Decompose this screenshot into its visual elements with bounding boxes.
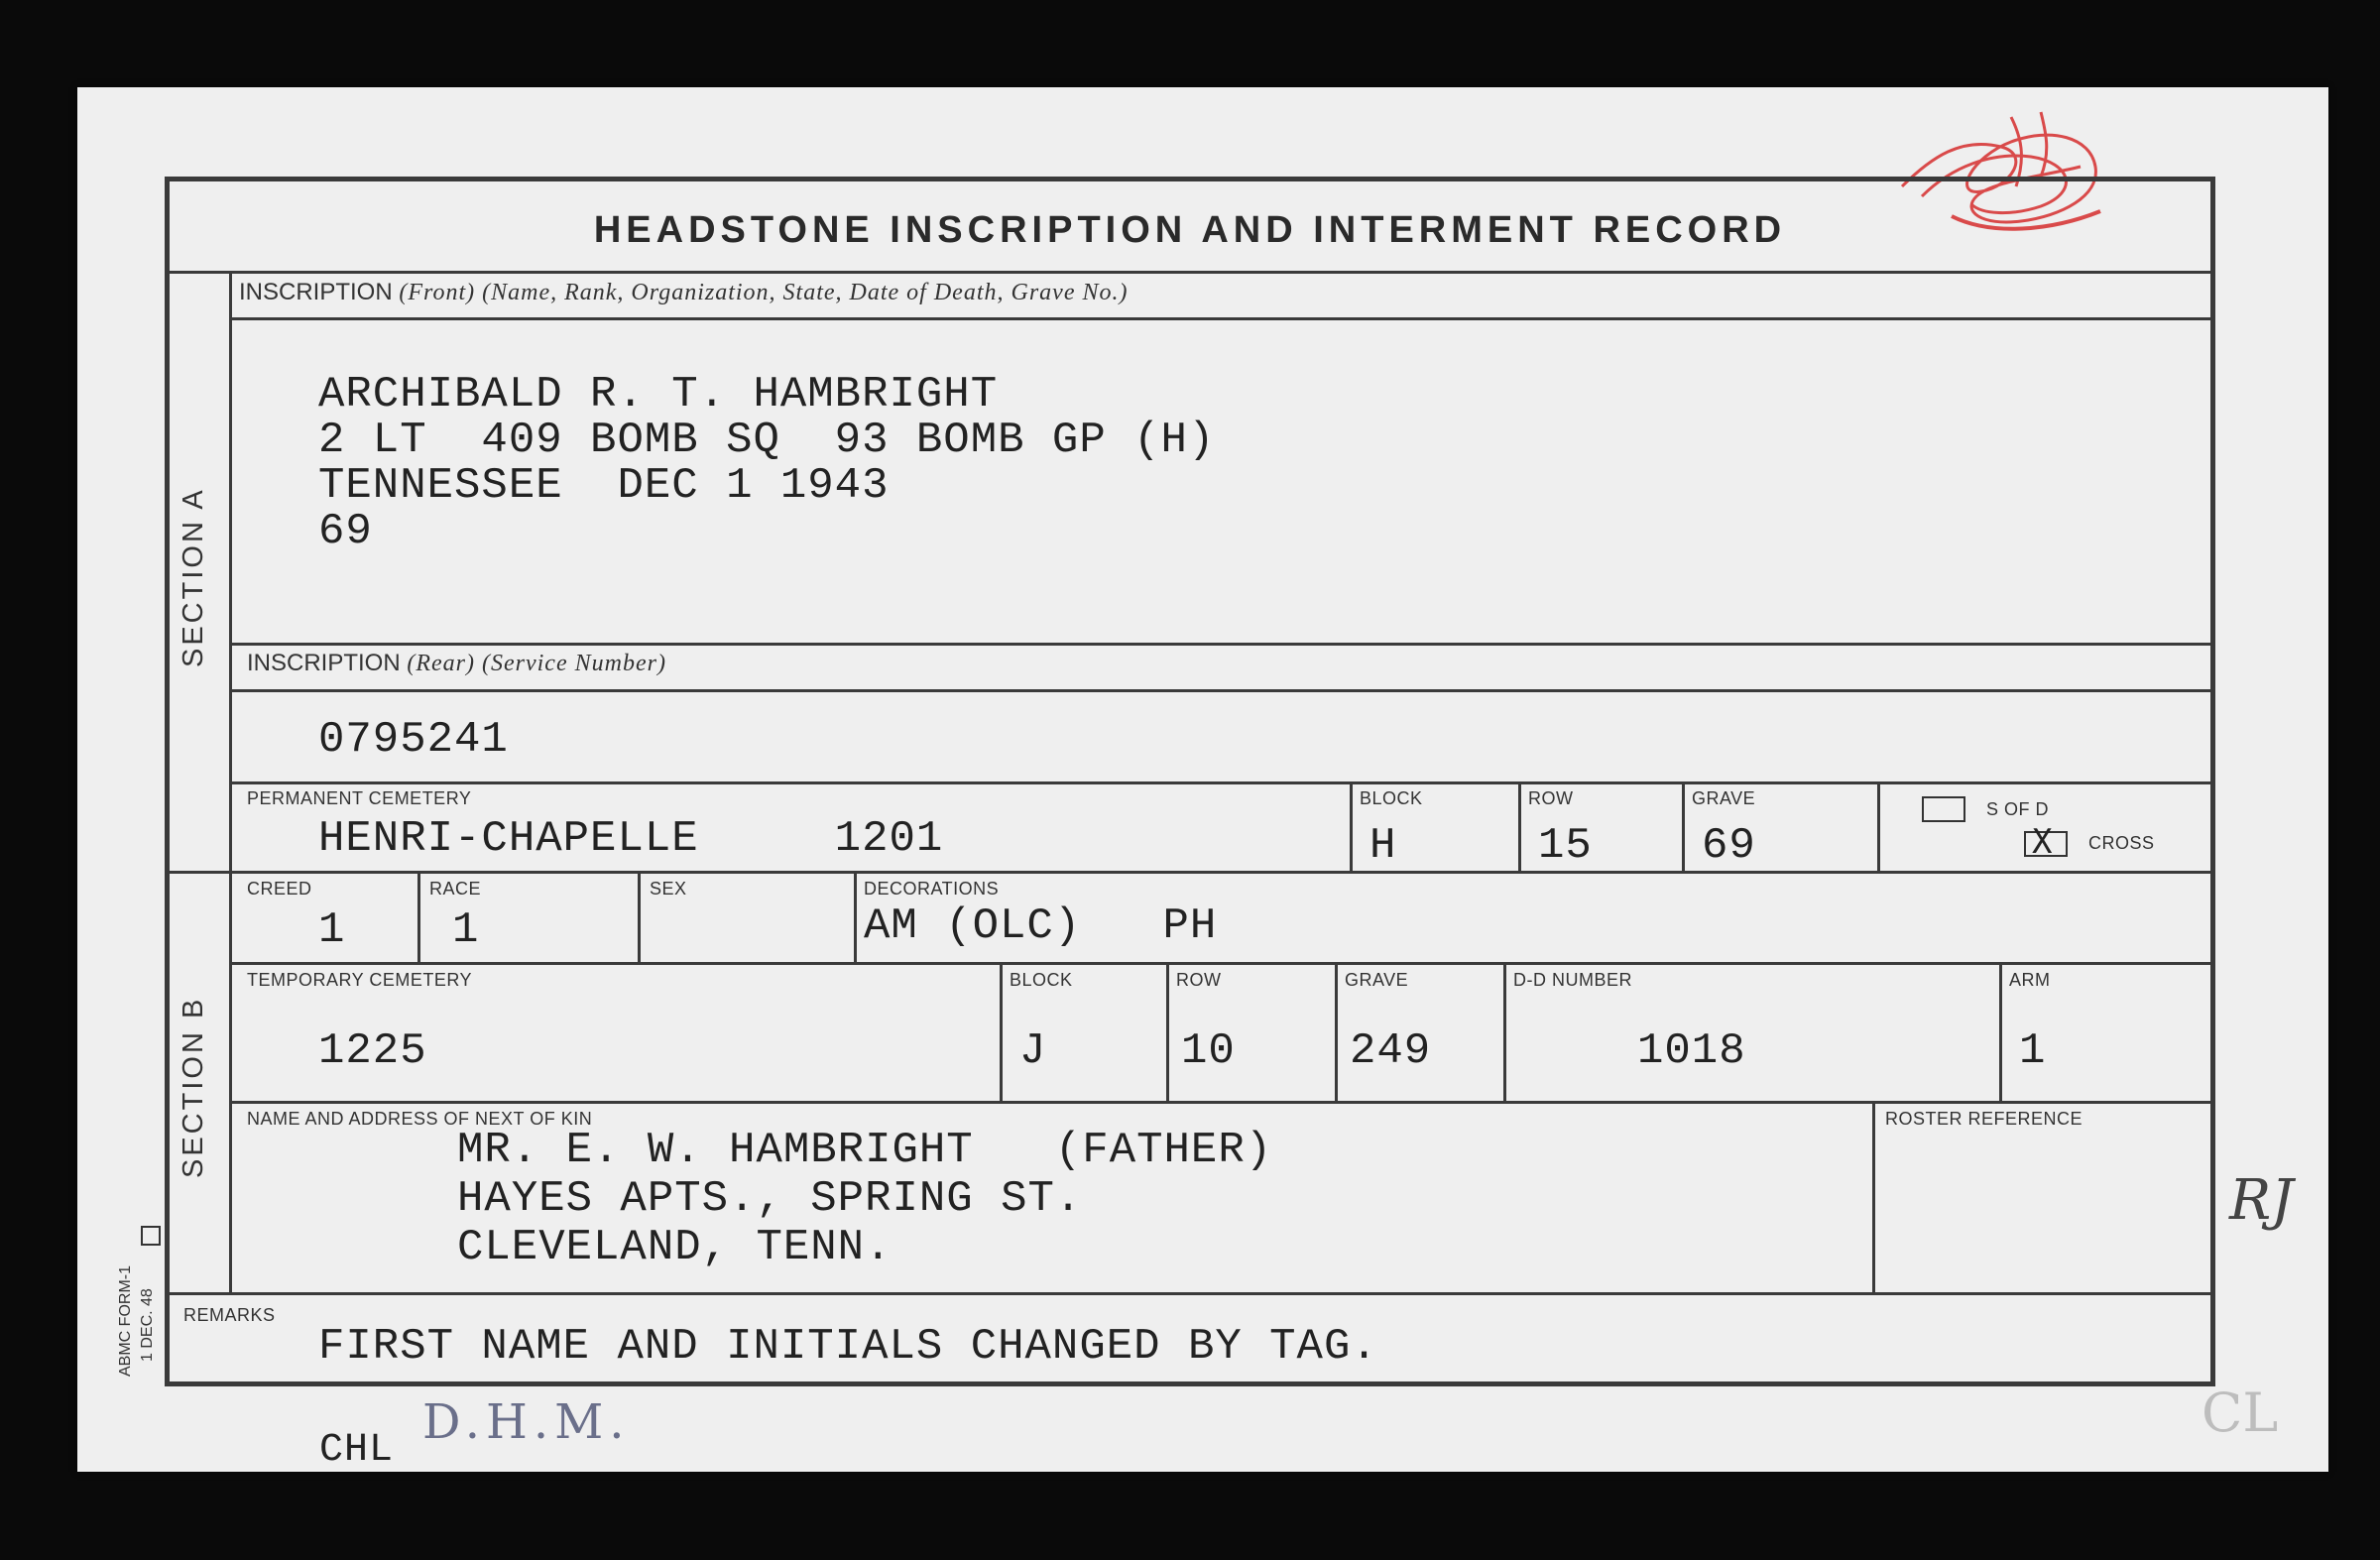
temp-block-label: BLOCK xyxy=(1010,970,1073,990)
perm-block-value: H xyxy=(1369,821,1397,871)
roster-reference-label: ROSTER REFERENCE xyxy=(1885,1109,2083,1129)
form-frame xyxy=(165,177,2215,1386)
perm-grave-value: 69 xyxy=(1702,821,1756,871)
dd-number-label: D-D NUMBER xyxy=(1513,970,1632,990)
rear-label-prefix: INSCRIPTION xyxy=(247,650,401,676)
next-of-kin-line-3: CLEVELAND, TENN. xyxy=(457,1223,892,1272)
form-title: HEADSTONE INSCRIPTION AND INTERMENT RECORD xyxy=(593,209,1787,251)
next-of-kin-line-2: HAYES APTS., SPRING ST. xyxy=(457,1174,1083,1224)
temp-cemetery-value: 1225 xyxy=(318,1026,427,1076)
perm-block-label: BLOCK xyxy=(1360,788,1423,808)
creed-label: CREED xyxy=(247,879,312,899)
front-inscription-label xyxy=(239,279,1128,306)
form-id: ABMC FORM-1 xyxy=(117,1265,134,1377)
temp-grave-value: 249 xyxy=(1350,1026,1432,1076)
front-line-1: ARCHIBALD R. T. HAMBRIGHT xyxy=(318,370,999,420)
dd-number-value: 1018 xyxy=(1637,1026,1746,1076)
race-value: 1 xyxy=(452,905,480,955)
race-label: RACE xyxy=(429,879,482,899)
corner-note: CL xyxy=(2202,1381,2279,1444)
arm-label: ARM xyxy=(2009,970,2051,990)
temp-row-value: 10 xyxy=(1181,1026,1236,1076)
sex-label: SEX xyxy=(650,879,687,899)
perm-row-value: 15 xyxy=(1538,821,1593,871)
front-line-2: 2 LT 409 BOMB SQ 93 BOMB GP (H) xyxy=(318,416,1216,465)
cross-label: CROSS xyxy=(2088,833,2155,853)
margin-initials: RJ xyxy=(2229,1168,2294,1233)
section-a-label: SECTION A xyxy=(178,487,209,667)
permanent-cemetery-label: PERMANENT CEMETERY xyxy=(247,788,472,808)
temp-row-label: ROW xyxy=(1176,970,1222,990)
section-b-label: SECTION B xyxy=(178,996,209,1178)
form-date: 1 DEC. 48 xyxy=(139,1288,156,1362)
decorations-value: AM (OLC) PH xyxy=(864,901,1218,951)
creed-value: 1 xyxy=(318,905,346,955)
record-card xyxy=(77,87,2328,1472)
remarks-value: FIRST NAME AND INITIALS CHANGED BY TAG. xyxy=(318,1322,1378,1372)
perm-grave-label: GRAVE xyxy=(1692,788,1756,808)
front-line-4: 69 xyxy=(318,507,373,556)
next-of-kin-label: NAME AND ADDRESS OF NEXT OF KIN xyxy=(247,1109,593,1129)
temp-cemetery-label: TEMPORARY CEMETERY xyxy=(247,970,473,990)
front-label-prefix: INSCRIPTION xyxy=(239,279,393,305)
permanent-cemetery-value: HENRI-CHAPELLE 1201 xyxy=(318,814,944,864)
rear-label-detail: (Rear) (Service Number) xyxy=(407,651,666,676)
decorations-label: DECORATIONS xyxy=(864,879,1000,899)
next-of-kin-line-1: MR. E. W. HAMBRIGHT (FATHER) xyxy=(457,1126,1273,1175)
bottom-stamp: CHL xyxy=(319,1428,395,1473)
temp-grave-label: GRAVE xyxy=(1345,970,1409,990)
front-line-3: TENNESSEE DEC 1 1943 xyxy=(318,461,890,511)
s-of-d-label: S OF D xyxy=(1986,799,2050,819)
cross-x-mark: X xyxy=(2032,822,2053,862)
remarks-label: REMARKS xyxy=(183,1305,276,1325)
temp-block-value: J xyxy=(1019,1026,1047,1076)
front-label-detail: (Front) (Name, Rank, Organization, State, Date of Death, Grave No.) xyxy=(399,280,1129,305)
arm-value: 1 xyxy=(2019,1026,2047,1076)
rear-inscription-label xyxy=(247,650,666,677)
form-id-checkbox xyxy=(141,1226,161,1246)
service-number: 0795241 xyxy=(318,715,509,765)
s-of-d-checkbox xyxy=(1922,796,1965,822)
perm-row-label: ROW xyxy=(1528,788,1574,808)
handwritten-initials: D.H.M. xyxy=(422,1394,631,1450)
